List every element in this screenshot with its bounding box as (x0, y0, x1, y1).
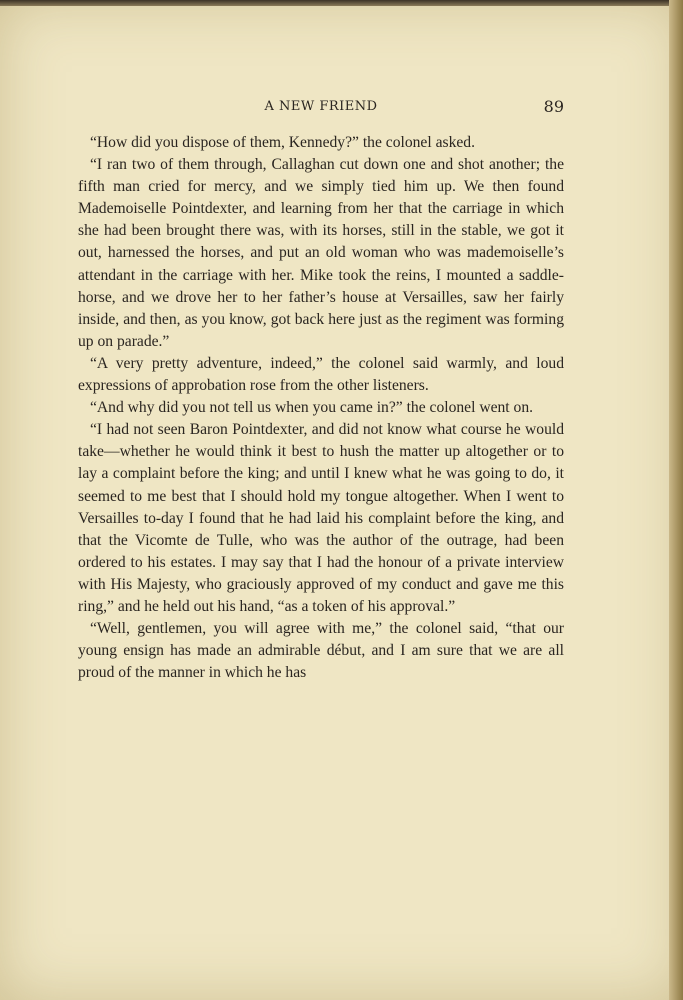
chapter-title: A NEW FRIEND (264, 99, 378, 114)
paragraph: “And why did you not tell us when you came in?” the colonel went on. (90, 399, 534, 417)
paragraph: “I ran two of them through, Callaghan cut down one and shot another; the fifth man cried for mercy, and we simply tied him up. We then found Mademoiselle Pointdexter, and learning from her that the carriage in which she had been brought there was, with its horses, still in the stable, we got it out, harnessed the horses, and put an old woman who was mademoiselle’s attendant in the carriage with her. Mike took the reins, I mounted a saddle-horse, and we drove her to her father’s house at Versailles, saw her fairly inside, and then, as you know, got back here just as the regiment was forming up on parade.” (78, 156, 564, 350)
running-head (78, 97, 564, 119)
page-top-edge (0, 0, 683, 6)
paragraph: “Well, gentlemen, you will agree with me,” the colonel said, “that our young ensign has made an admirable début, and I am sure that we are all proud of the manner in which he has (78, 620, 564, 682)
page-right-edge (669, 0, 683, 1000)
paragraph: “How did you dispose of them, Kennedy?” the colonel asked. (90, 134, 475, 151)
paragraph: “A very pretty adventure, indeed,” the colonel said warmly, and loud expressions of approbation rose from the other listeners. (78, 354, 564, 395)
body-text (78, 132, 564, 684)
paragraph: “I had not seen Baron Pointdexter, and did not know what course he would take—whether he would think it best to hush the matter up altogether or to lay a complaint before the king; and until I knew what he was going to do, it seemed to me best that I should hold my tongue altogether. When I went to Versailles to-day I found that he had laid his complaint before the king, and that the Vicomte de Tulle, who was the author of the outrage, had been ordered to his estates. I may say that I had the honour of a private interview with His Majesty, who graciously approved of my conduct and gave me this ring,” and he held out his hand, “as a token of his approval.” (78, 421, 564, 615)
page-number: 89 (543, 97, 564, 116)
